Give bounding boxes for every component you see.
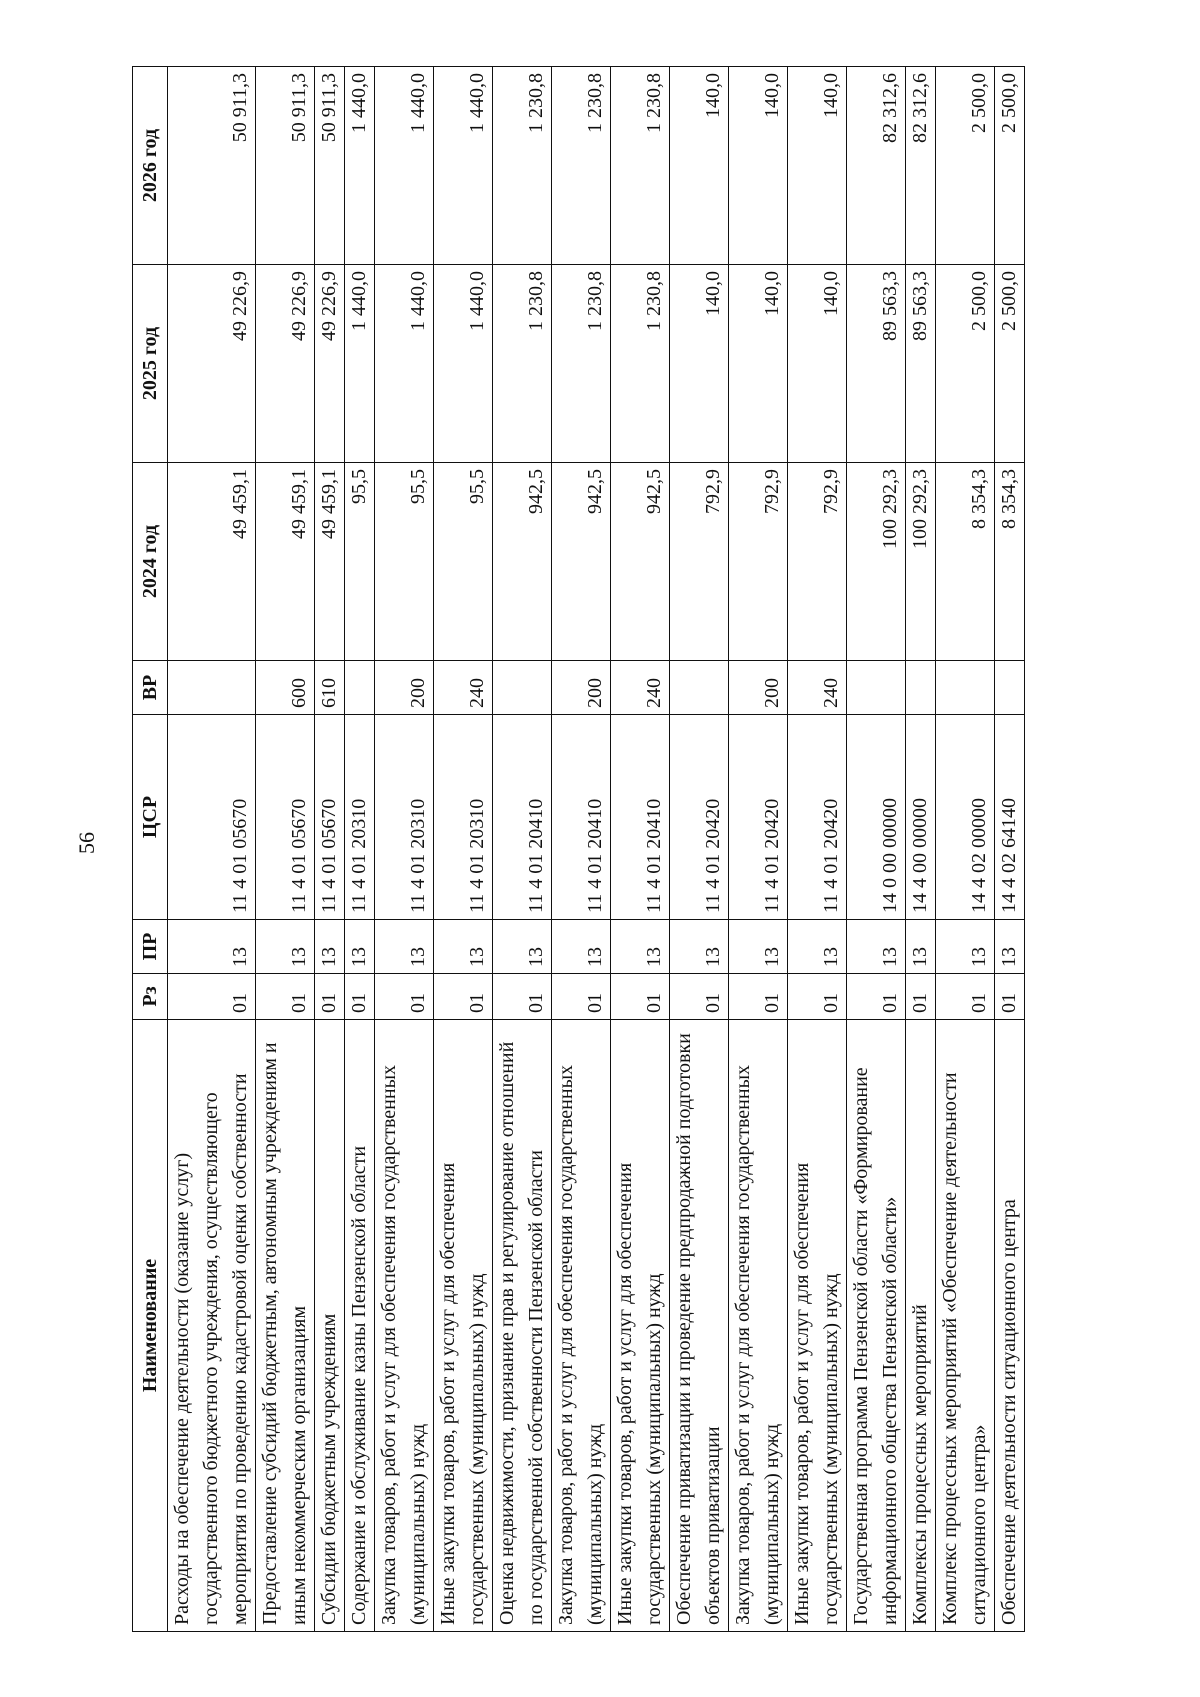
cell-vr bbox=[995, 661, 1025, 715]
cell-2024: 95,5 bbox=[375, 463, 434, 661]
cell-2026: 140,0 bbox=[729, 67, 788, 265]
cell-name: Обеспечение деятельности ситуационного центра bbox=[995, 1020, 1025, 1632]
cell-2026: 140,0 bbox=[788, 67, 847, 265]
cell-2026: 50 911,3 bbox=[315, 67, 345, 265]
cell-2025: 140,0 bbox=[788, 265, 847, 463]
cell-csr: 11 4 01 20310 bbox=[434, 715, 493, 920]
header-rz: Рз bbox=[133, 974, 168, 1020]
cell-2026: 2 500,0 bbox=[995, 67, 1025, 265]
cell-vr bbox=[168, 661, 256, 715]
cell-name: Закупка товаров, работ и услуг для обеспечения государственных (муниципальных) нужд bbox=[375, 1020, 434, 1632]
cell-pr: 13 bbox=[493, 920, 552, 974]
cell-vr: 200 bbox=[375, 661, 434, 715]
cell-2026: 1 440,0 bbox=[345, 67, 375, 265]
cell-vr bbox=[906, 661, 936, 715]
table-row bbox=[493, 67, 552, 1632]
cell-pr: 13 bbox=[906, 920, 936, 974]
cell-rz: 01 bbox=[345, 974, 375, 1020]
cell-2024: 95,5 bbox=[434, 463, 493, 661]
header-csr: ЦСР bbox=[133, 715, 168, 920]
cell-2026: 140,0 bbox=[670, 67, 729, 265]
cell-pr: 13 bbox=[552, 920, 611, 974]
cell-vr bbox=[345, 661, 375, 715]
cell-vr: 200 bbox=[552, 661, 611, 715]
cell-name: Расходы на обеспечение деятельности (оказание услуг) государственного бюджетного учреждения, осуществляющего мероприятия по проведению кадастровой оценки собственности bbox=[168, 1020, 256, 1632]
cell-csr: 11 4 01 20420 bbox=[788, 715, 847, 920]
cell-csr: 14 4 02 64140 bbox=[995, 715, 1025, 920]
cell-pr: 13 bbox=[345, 920, 375, 974]
cell-csr: 11 4 01 20410 bbox=[611, 715, 670, 920]
cell-csr: 11 4 01 20410 bbox=[552, 715, 611, 920]
cell-2026: 1 440,0 bbox=[375, 67, 434, 265]
table-row bbox=[729, 67, 788, 1632]
cell-2025: 140,0 bbox=[729, 265, 788, 463]
cell-name: Иные закупки товаров, работ и услуг для обеспечения государственных (муниципальных) нужд bbox=[788, 1020, 847, 1632]
cell-2024: 95,5 bbox=[345, 463, 375, 661]
cell-pr: 13 bbox=[995, 920, 1025, 974]
header-vr: ВР bbox=[133, 661, 168, 715]
cell-rz: 01 bbox=[256, 974, 315, 1020]
table-row bbox=[847, 67, 906, 1632]
cell-2025: 2 500,0 bbox=[995, 265, 1025, 463]
cell-vr bbox=[936, 661, 995, 715]
cell-csr: 11 4 01 20420 bbox=[670, 715, 729, 920]
cell-2026: 1 230,8 bbox=[552, 67, 611, 265]
cell-pr: 13 bbox=[256, 920, 315, 974]
cell-rz: 01 bbox=[611, 974, 670, 1020]
table-row bbox=[788, 67, 847, 1632]
rotated-table-container bbox=[132, 67, 1072, 1632]
cell-rz: 01 bbox=[315, 974, 345, 1020]
cell-2025: 2 500,0 bbox=[936, 265, 995, 463]
cell-2024: 792,9 bbox=[670, 463, 729, 661]
cell-2025: 89 563,3 bbox=[906, 265, 936, 463]
cell-vr: 600 bbox=[256, 661, 315, 715]
cell-2026: 50 911,3 bbox=[256, 67, 315, 265]
cell-2024: 49 459,1 bbox=[315, 463, 345, 661]
cell-name: Содержание и обслуживание казны Пензенской области bbox=[345, 1020, 375, 1632]
header-name: Наименование bbox=[133, 1020, 168, 1632]
cell-2025: 1 440,0 bbox=[375, 265, 434, 463]
cell-pr: 13 bbox=[315, 920, 345, 974]
cell-2026: 2 500,0 bbox=[936, 67, 995, 265]
cell-pr: 13 bbox=[611, 920, 670, 974]
cell-rz: 01 bbox=[670, 974, 729, 1020]
header-2025: 2025 год bbox=[133, 265, 168, 463]
table-row bbox=[995, 67, 1025, 1632]
cell-name: Иные закупки товаров, работ и услуг для обеспечения государственных (муниципальных) нужд bbox=[611, 1020, 670, 1632]
cell-pr: 13 bbox=[375, 920, 434, 974]
cell-pr: 13 bbox=[729, 920, 788, 974]
cell-csr: 11 4 01 20310 bbox=[345, 715, 375, 920]
cell-name: Комплекс процессных мероприятий «Обеспечение деятельности ситуационного центра» bbox=[936, 1020, 995, 1632]
table-row bbox=[906, 67, 936, 1632]
table-row bbox=[168, 67, 256, 1632]
cell-name: Комплексы процессных мероприятий bbox=[906, 1020, 936, 1632]
cell-csr: 14 4 02 00000 bbox=[936, 715, 995, 920]
cell-vr: 200 bbox=[729, 661, 788, 715]
cell-vr bbox=[847, 661, 906, 715]
cell-rz: 01 bbox=[729, 974, 788, 1020]
table-row bbox=[315, 67, 345, 1632]
cell-2024: 49 459,1 bbox=[168, 463, 256, 661]
cell-2025: 1 440,0 bbox=[434, 265, 493, 463]
header-2026: 2026 год bbox=[133, 67, 168, 265]
cell-2026: 50 911,3 bbox=[168, 67, 256, 265]
cell-2025: 1 440,0 bbox=[345, 265, 375, 463]
cell-rz: 01 bbox=[788, 974, 847, 1020]
cell-2025: 49 226,9 bbox=[168, 265, 256, 463]
table-row bbox=[345, 67, 375, 1632]
cell-csr: 11 4 01 05670 bbox=[168, 715, 256, 920]
cell-2024: 100 292,3 bbox=[847, 463, 906, 661]
cell-vr: 240 bbox=[788, 661, 847, 715]
cell-2024: 942,5 bbox=[493, 463, 552, 661]
cell-name: Иные закупки товаров, работ и услуг для обеспечения государственных (муниципальных) нужд bbox=[434, 1020, 493, 1632]
cell-pr: 13 bbox=[168, 920, 256, 974]
cell-vr: 240 bbox=[434, 661, 493, 715]
table-row bbox=[936, 67, 995, 1632]
cell-rz: 01 bbox=[375, 974, 434, 1020]
cell-name: Закупка товаров, работ и услуг для обеспечения государственных (муниципальных) нужд bbox=[552, 1020, 611, 1632]
cell-rz: 01 bbox=[493, 974, 552, 1020]
table-header-row bbox=[133, 67, 168, 1632]
cell-rz: 01 bbox=[434, 974, 493, 1020]
cell-csr: 11 4 01 20420 bbox=[729, 715, 788, 920]
cell-rz: 01 bbox=[168, 974, 256, 1020]
cell-rz: 01 bbox=[995, 974, 1025, 1020]
cell-pr: 13 bbox=[670, 920, 729, 974]
cell-name: Предоставление субсидий бюджетным, автономным учреждениям и иным некоммерческим организациям bbox=[256, 1020, 315, 1632]
cell-csr: 14 4 00 00000 bbox=[906, 715, 936, 920]
cell-csr: 11 4 01 20410 bbox=[493, 715, 552, 920]
budget-table bbox=[132, 66, 1025, 1632]
table-body bbox=[168, 67, 1025, 1632]
cell-csr: 14 0 00 00000 bbox=[847, 715, 906, 920]
cell-rz: 01 bbox=[906, 974, 936, 1020]
cell-rz: 01 bbox=[936, 974, 995, 1020]
cell-2026: 82 312,6 bbox=[906, 67, 936, 265]
cell-pr: 13 bbox=[936, 920, 995, 974]
cell-2024: 792,9 bbox=[729, 463, 788, 661]
cell-csr: 11 4 01 05670 bbox=[315, 715, 345, 920]
table-row bbox=[434, 67, 493, 1632]
cell-2024: 792,9 bbox=[788, 463, 847, 661]
cell-vr bbox=[670, 661, 729, 715]
cell-2025: 89 563,3 bbox=[847, 265, 906, 463]
cell-2025: 1 230,8 bbox=[611, 265, 670, 463]
table-row bbox=[256, 67, 315, 1632]
cell-2025: 1 230,8 bbox=[493, 265, 552, 463]
cell-name: Обеспечение приватизации и проведение предпродажной подготовки объектов приватизации bbox=[670, 1020, 729, 1632]
cell-2025: 49 226,9 bbox=[256, 265, 315, 463]
cell-2025: 140,0 bbox=[670, 265, 729, 463]
table-row bbox=[670, 67, 729, 1632]
cell-2024: 8 354,3 bbox=[936, 463, 995, 661]
cell-vr: 610 bbox=[315, 661, 345, 715]
cell-name: Государственная программа Пензенской области «Формирование информационного общества Пензенской области» bbox=[847, 1020, 906, 1632]
table-row bbox=[375, 67, 434, 1632]
cell-2026: 1 440,0 bbox=[434, 67, 493, 265]
cell-2026: 82 312,6 bbox=[847, 67, 906, 265]
cell-vr: 240 bbox=[611, 661, 670, 715]
cell-2026: 1 230,8 bbox=[611, 67, 670, 265]
cell-rz: 01 bbox=[847, 974, 906, 1020]
cell-2025: 49 226,9 bbox=[315, 265, 345, 463]
header-pr: ПР bbox=[133, 920, 168, 974]
cell-csr: 11 4 01 05670 bbox=[256, 715, 315, 920]
header-2024: 2024 год bbox=[133, 463, 168, 661]
cell-2024: 942,5 bbox=[552, 463, 611, 661]
cell-csr: 11 4 01 20310 bbox=[375, 715, 434, 920]
cell-pr: 13 bbox=[434, 920, 493, 974]
cell-2025: 1 230,8 bbox=[552, 265, 611, 463]
cell-pr: 13 bbox=[788, 920, 847, 974]
page-number: 56 bbox=[74, 832, 99, 854]
cell-rz: 01 bbox=[552, 974, 611, 1020]
table-row bbox=[552, 67, 611, 1632]
cell-name: Оценка недвижимости, признание прав и регулирование отношений по государственной собственности Пензенской области bbox=[493, 1020, 552, 1632]
cell-2024: 49 459,1 bbox=[256, 463, 315, 661]
cell-pr: 13 bbox=[847, 920, 906, 974]
cell-vr bbox=[493, 661, 552, 715]
cell-2024: 8 354,3 bbox=[995, 463, 1025, 661]
cell-2024: 100 292,3 bbox=[906, 463, 936, 661]
cell-name: Субсидии бюджетным учреждениям bbox=[315, 1020, 345, 1632]
cell-2026: 1 230,8 bbox=[493, 67, 552, 265]
cell-name: Закупка товаров, работ и услуг для обеспечения государственных (муниципальных) нужд bbox=[729, 1020, 788, 1632]
cell-2024: 942,5 bbox=[611, 463, 670, 661]
table-row bbox=[611, 67, 670, 1632]
